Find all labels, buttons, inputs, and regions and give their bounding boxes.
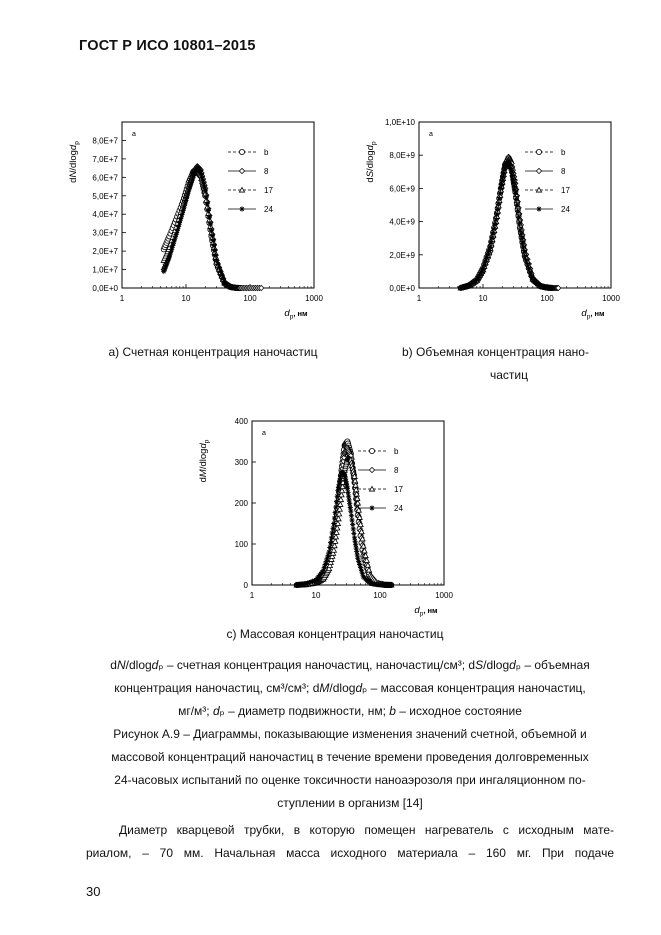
x-tick-label: 100	[243, 294, 257, 303]
legend-marker	[369, 448, 374, 453]
legend-line-2: концентрация наночастиц, см³/см³; dM/dlogdₚ – массовая концентрация наночастиц,	[114, 681, 586, 695]
y-tick-label: 300	[234, 458, 248, 467]
chart-b-svg	[355, 90, 635, 330]
data-point	[389, 582, 394, 587]
y-axis-label	[68, 141, 81, 183]
series-24	[458, 159, 554, 290]
page-number: 30	[86, 884, 101, 899]
legend-label: 24	[394, 504, 403, 513]
data-point	[347, 501, 352, 506]
x-tick-label: 100	[373, 591, 387, 600]
chart-volume-concentration	[355, 90, 635, 335]
data-point	[211, 238, 216, 243]
figure-caption-line-1: Рисунок А.9 – Диаграммы, показывающие изменения значений счетной, объемной и	[113, 727, 587, 741]
y-tick-label: 2,0E+9	[389, 250, 415, 260]
y-tick-label: 6,0E+7	[92, 173, 118, 183]
y-tick-label: 8,0E+9	[389, 151, 415, 161]
y-tick-label: 4,0E+9	[389, 217, 415, 227]
y-tick-label: 2,0E+7	[92, 247, 118, 257]
x-axis-label-part: p	[586, 313, 591, 321]
data-point	[491, 231, 496, 236]
x-tick-label: 1	[119, 294, 125, 303]
legend-marker	[239, 168, 244, 173]
data-point	[345, 486, 350, 491]
x-axis-label-part: d	[284, 308, 290, 319]
series-line-24	[297, 472, 392, 585]
x-axis-label-part: p	[289, 313, 294, 321]
legend-label: 8	[394, 466, 399, 475]
data-point	[345, 490, 350, 495]
legend-marker	[239, 206, 244, 211]
x-tick-label: 1000	[602, 294, 620, 303]
y-axis-label-part: d	[365, 177, 376, 183]
series-line-24	[461, 162, 552, 288]
y-axis-label-part: S	[365, 170, 376, 178]
data-point	[212, 248, 217, 253]
data-point	[349, 513, 354, 518]
data-point	[514, 197, 519, 202]
panel-letter: a	[429, 131, 433, 138]
body-line-2: риалом, – 70 мм. Начальная масса исходного материала – 160 мг. При подаче	[86, 846, 614, 860]
data-point	[520, 241, 525, 246]
y-tick-label: 3,0E+7	[92, 228, 118, 238]
series-8	[458, 154, 561, 290]
y-tick-label: 0,0E+0	[389, 284, 415, 293]
data-point	[351, 531, 356, 536]
data-point	[208, 221, 213, 226]
y-tick-label: 4,0E+7	[92, 210, 118, 220]
data-point	[211, 243, 216, 248]
legend-label: 24	[561, 205, 570, 214]
data-point	[493, 222, 498, 227]
legend-label: 17	[264, 186, 273, 195]
legend-label: b	[264, 148, 269, 157]
y-tick-label: 400	[234, 417, 248, 426]
figure-caption-line-2: массовой концентраций наночастиц в течение времени проведения долговременных	[111, 750, 589, 764]
x-axis-label	[414, 605, 438, 618]
series-17	[458, 158, 554, 291]
data-point	[347, 497, 352, 502]
data-point	[524, 258, 529, 263]
figure-caption-line-4: ступлении в организм [14]	[277, 796, 423, 810]
y-tick-label: 1,0E+10	[384, 118, 415, 127]
legend-line-3: мг/м³; dₚ – диаметр подвижности, нм; b – исходное состояние	[178, 704, 522, 718]
data-point	[328, 540, 333, 545]
chart-mass-concentration	[200, 395, 470, 630]
x-tick-label: 10	[478, 294, 488, 303]
data-point	[168, 250, 173, 255]
data-point	[349, 517, 354, 522]
series-line-b	[461, 159, 552, 289]
y-tick-label: 1,0E+7	[92, 265, 118, 275]
x-tick-label: 1	[416, 294, 422, 303]
legend-marker	[369, 467, 374, 472]
data-point	[330, 530, 335, 535]
chart-c-svg	[200, 395, 470, 625]
series-line-17	[461, 160, 552, 288]
data-point	[497, 191, 502, 196]
x-axis-label-part: d	[414, 605, 420, 616]
data-point	[327, 545, 332, 550]
data-point	[209, 228, 214, 233]
legend-label: 8	[264, 167, 269, 176]
data-point	[177, 220, 182, 225]
legend-label: b	[561, 148, 566, 157]
x-axis-label-part: , нм	[293, 309, 308, 318]
body-paragraph	[86, 819, 614, 865]
data-point	[351, 526, 356, 531]
legend-label: b	[394, 447, 399, 456]
data-point	[522, 254, 527, 259]
y-axis-label-part: d	[198, 443, 209, 449]
panel-letter: a	[262, 430, 266, 437]
series-line-8	[461, 157, 559, 288]
y-axis-label-part: d	[198, 477, 209, 483]
y-tick-label: 8,0E+7	[92, 136, 118, 146]
x-axis-label	[581, 308, 605, 321]
y-axis-label-part: d	[68, 144, 79, 151]
x-tick-label: 10	[181, 294, 191, 303]
data-point	[206, 208, 211, 213]
caption-b-line2: частиц	[490, 368, 528, 382]
data-point	[204, 194, 209, 199]
y-tick-label: 7,0E+7	[92, 154, 118, 164]
x-tick-label: 10	[311, 591, 321, 600]
panel-letter: a	[132, 131, 136, 138]
data-point	[348, 505, 353, 510]
x-axis-label-part: , нм	[590, 309, 605, 318]
data-point	[205, 201, 210, 206]
x-tick-label: 1000	[305, 294, 323, 303]
y-tick-label: 200	[234, 499, 248, 508]
y-axis-label-part: d	[68, 177, 79, 183]
y-tick-label: 100	[234, 540, 248, 549]
data-point	[519, 236, 524, 241]
y-axis-label-part: M	[198, 469, 209, 478]
data-point	[496, 202, 501, 207]
x-tick-label: 1	[249, 591, 255, 600]
body-line-1: Диаметр кварцевой трубки, в которую помещен нагреватель с исходным мате-	[119, 823, 614, 837]
x-tick-label: 1000	[435, 591, 453, 600]
legend-label: 8	[561, 167, 566, 176]
legend-marker	[369, 505, 374, 510]
y-axis-label	[365, 141, 378, 183]
figure-caption-line-3: 24-часовых испытаний по оценке токсичности наноаэрозоля при ингаляционном по-	[114, 773, 586, 787]
y-axis-label	[198, 439, 211, 482]
x-axis-label-part: d	[581, 308, 587, 319]
data-point	[521, 245, 526, 250]
x-axis-label	[284, 308, 308, 321]
x-tick-label: 100	[540, 294, 554, 303]
y-tick-label: 0	[243, 581, 248, 590]
data-point	[518, 227, 523, 232]
data-point	[521, 249, 526, 254]
legend-label: 24	[264, 205, 273, 214]
y-axis-label-part: p	[73, 141, 81, 145]
data-point	[171, 239, 176, 244]
data-point	[528, 269, 533, 274]
data-point	[350, 522, 355, 527]
x-axis-label-part: p	[419, 610, 424, 618]
y-axis-label-part: d	[365, 145, 376, 151]
y-axis-label-part: /dlog	[198, 448, 209, 470]
legend-line-1: dN/dlogdₚ – счетная концентрация наночастиц, наночастиц/см³; dS/dlogdₚ – объемная	[110, 658, 590, 672]
data-point	[346, 494, 351, 499]
legend-text	[70, 654, 630, 723]
legend-marker	[536, 149, 541, 154]
legend-marker	[239, 149, 244, 154]
data-point	[514, 203, 519, 208]
y-tick-label: 0,0E+0	[92, 284, 118, 293]
caption-b-line1: b) Объемная концентрация нано-	[402, 345, 589, 359]
data-point	[176, 224, 181, 229]
data-point	[329, 535, 334, 540]
chart-a-svg	[60, 90, 330, 330]
y-axis-label-part: /dlog	[68, 150, 79, 171]
caption-a: а) Счетная концентрация наночастиц	[108, 345, 318, 359]
data-point	[549, 285, 554, 290]
chart-count-concentration	[60, 90, 330, 335]
legend-label: 17	[561, 186, 570, 195]
data-point	[348, 509, 353, 514]
figure-caption	[70, 723, 630, 815]
y-axis-label-part: p	[203, 439, 211, 444]
y-tick-label: 5,0E+7	[92, 191, 118, 201]
data-point	[515, 209, 520, 214]
y-axis-label-part: N	[68, 170, 79, 178]
caption-c: с) Массовая концентрация наночастиц	[226, 627, 444, 641]
x-axis-label-part: , нм	[423, 606, 438, 615]
legend-marker	[536, 168, 541, 173]
legend-marker	[536, 206, 541, 211]
y-axis-label-part: p	[370, 141, 378, 146]
y-axis-label-part: /dlog	[365, 150, 376, 171]
y-tick-label: 6,0E+9	[389, 184, 415, 194]
legend-label: 17	[394, 485, 403, 494]
document-header: ГОСТ Р ИСО 10801–2015	[79, 38, 256, 54]
